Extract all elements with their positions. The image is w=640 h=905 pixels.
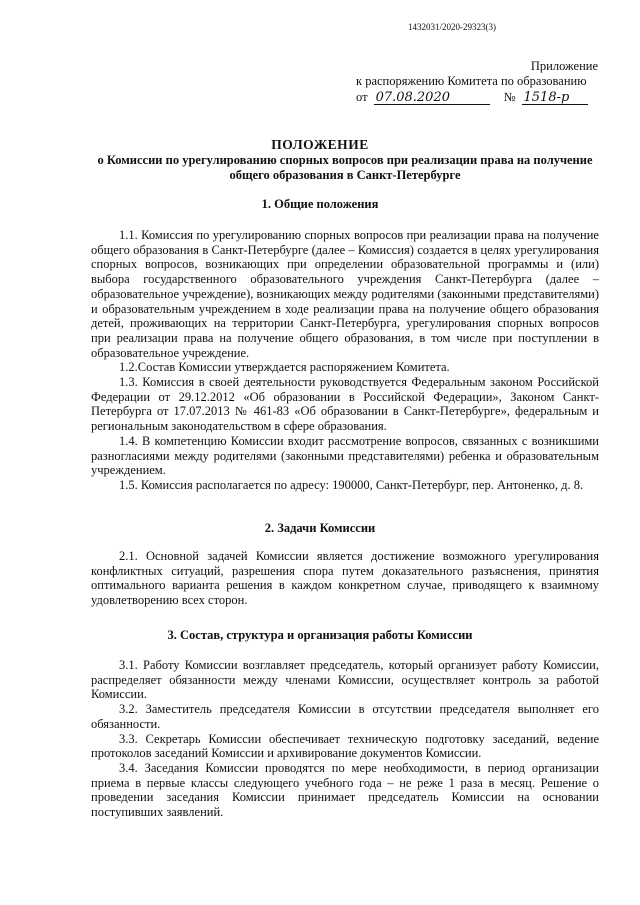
paragraph-3-3: 3.3. Секретарь Комиссии обеспечивает техническую подготовку заседаний, ведение протоколов заседаний Комиссии и архивирование документов Комиссии. xyxy=(91,731,599,761)
number-label: № xyxy=(503,90,516,104)
document-code: 1432031/2020-29323(3) xyxy=(408,22,496,32)
section-heading-structure: 3. Состав, структура и организация работы Комиссии xyxy=(167,628,473,642)
section-heading-tasks: 2. Задачи Комиссии xyxy=(264,521,376,535)
paragraph-3-2: 3.2. Заместитель председателя Комиссии в отсутствии председателя выполняет его обязанности. xyxy=(91,702,599,731)
paragraph-2-1: 2.1. Основной задачей Комиссии является достижение возможного урегулирования конфликтных ситуаций, разрешения спора путем доказательного разъяснения, принятия оптимального варианта решения в каждом конкретном случае, приводящего к взаимному удовлетворению всех сторон. xyxy=(91,549,599,608)
section-heading-general: 1. Общие положения xyxy=(261,197,379,211)
paragraph-1-1: 1.1. Комиссия по урегулированию спорных вопросов при реализации права на получение общего образования в Санкт-Петербурге (далее – Комиссия) создается в целях урегулирования спорных вопросов, возникающих при определении образовательной программы и (или) выбора государственного образовательного учреждения Санкт-Петербурга (далее – образовательное учреждение), возникающих между родителями (законными представителями) и образовательным учреждением в ходе реализации права на получение общего образования детей, проживающих на территории Санкт-Петербурга, урегулирования спорных вопросов при реализации права на получение общего образования, в том числе при поступлении в образовательное учреждение. xyxy=(91,228,599,360)
handwritten-number: 1518-р xyxy=(522,91,588,105)
document-title: ПОЛОЖЕНИЕ xyxy=(271,137,369,152)
appendix-block xyxy=(356,59,606,105)
section-body-general xyxy=(91,228,599,493)
paragraph-3-4: 3.4. Заседания Комиссии проводятся по мере необходимости, в период организации приема в первые классы следующего учебного года – не реже 1 раза в месяц. Решение о проведении заседания Комиссии принимает председатель Комиссии на основании поступивших заявлений. xyxy=(91,760,599,820)
paragraph-1-4: 1.4. В компетенцию Комиссии входит рассмотрение вопросов, связанных с возникшими разногласиями между родителями (законными представителями) ребенка и образовательным учреждением. xyxy=(91,433,599,478)
handwritten-date: 07.08.2020 xyxy=(374,91,490,105)
paragraph-3-1: 3.1. Работу Комиссии возглавляет председатель, который организует работу Комиссии, распределяет обязанности между членами Комиссии, осуществляет контроль за работой Комиссии. xyxy=(91,658,599,702)
paragraph-1-3: 1.3. Комиссия в своей деятельности руководствуется Федеральным законом Российской Федерации от 29.12.2012 «Об образовании в Российской Федерации», Законом Санкт-Петербурга от 17.07.2013 № 461-83 «Об образовании в Санкт-Петербурге», федеральным и региональным законодательством в сфере образования. xyxy=(91,375,599,434)
appendix-date-number-row xyxy=(356,90,606,105)
section-body-tasks xyxy=(91,549,599,608)
section-body-structure xyxy=(91,658,599,820)
appendix-label: Приложение xyxy=(530,59,598,73)
paragraph-1-5: 1.5. Комиссия располагается по адресу: 190000, Санкт-Петербург, пер. Антоненко, д. 8. xyxy=(119,477,584,492)
paragraph-1-2: 1.2.Состав Комиссии утверждается распоряжением Комитета. xyxy=(119,360,450,375)
appendix-order-ref: к распоряжению Комитета по образованию xyxy=(356,74,587,88)
date-label: от xyxy=(356,90,368,104)
document-subtitle: о Комиссии по урегулированию спорных вопросов при реализации права на получение общего образования в Санкт-Петербурге xyxy=(97,153,593,182)
